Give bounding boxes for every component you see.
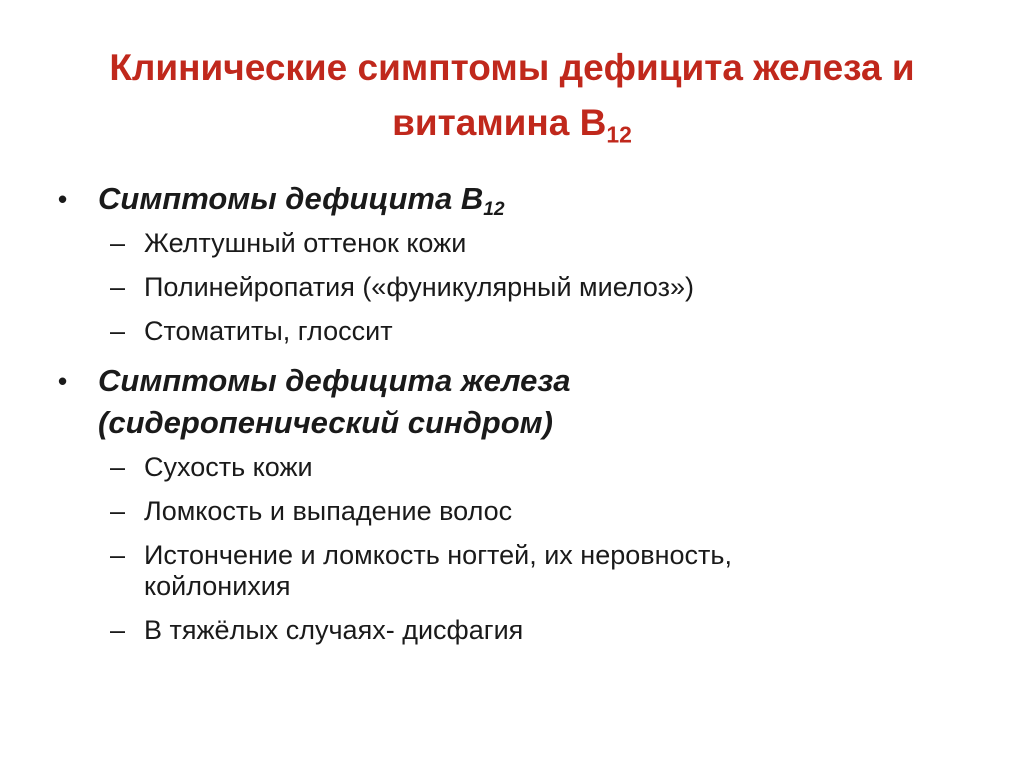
dash-icon: – xyxy=(110,316,126,346)
title-line-2-text: витамина B xyxy=(392,102,607,143)
list-item-text-line-1: Истончение и ломкость ногтей, их неровность, xyxy=(144,540,732,570)
section-heading-iron-line-2: (сидеропенический синдром) xyxy=(98,405,553,440)
list-item xyxy=(58,490,988,534)
list-item xyxy=(58,310,988,354)
list-item xyxy=(58,446,988,490)
list-item-text: Ломкость и выпадение волос xyxy=(144,496,513,526)
section-heading-b12-subscript: 12 xyxy=(483,199,505,221)
section-heading-iron xyxy=(58,360,988,444)
dash-icon: – xyxy=(110,615,126,645)
section-iron xyxy=(58,360,988,653)
bullet-icon: • xyxy=(58,366,68,396)
dash-icon: – xyxy=(110,496,126,526)
title-line-1: Клинические симптомы дефицита железа и xyxy=(109,47,915,88)
list-item-text: В тяжёлых случаях- дисфагия xyxy=(144,615,524,645)
section-heading-iron-line-1: Симптомы дефицита железа xyxy=(98,363,571,398)
section-heading-b12-text: Симптомы дефицита B xyxy=(98,181,484,216)
list-item xyxy=(58,266,988,310)
list-item-text: Стоматиты, глоссит xyxy=(144,316,393,346)
list-item-text: Сухость кожи xyxy=(144,452,313,482)
title-line-2 xyxy=(40,95,984,150)
dash-icon: – xyxy=(110,228,126,258)
dash-icon: – xyxy=(110,452,126,482)
section-heading-b12 xyxy=(58,178,988,220)
list-item xyxy=(58,534,988,609)
title-subscript: 12 xyxy=(606,121,632,148)
dash-icon: – xyxy=(110,272,126,302)
dash-icon: – xyxy=(110,540,126,570)
list-item-text: Полинейропатия («фуникулярный миелоз») xyxy=(144,272,694,302)
list-item-text-line-2: койлонихия xyxy=(144,571,291,601)
list-item xyxy=(58,222,988,266)
bullet-list xyxy=(58,178,988,659)
slide-title xyxy=(40,40,984,150)
list-item xyxy=(58,609,988,653)
bullet-icon: • xyxy=(58,184,68,214)
sublist-iron xyxy=(58,446,988,653)
section-b12 xyxy=(58,178,988,354)
list-item-text: Желтушный оттенок кожи xyxy=(144,228,467,258)
sublist-b12 xyxy=(58,222,988,354)
